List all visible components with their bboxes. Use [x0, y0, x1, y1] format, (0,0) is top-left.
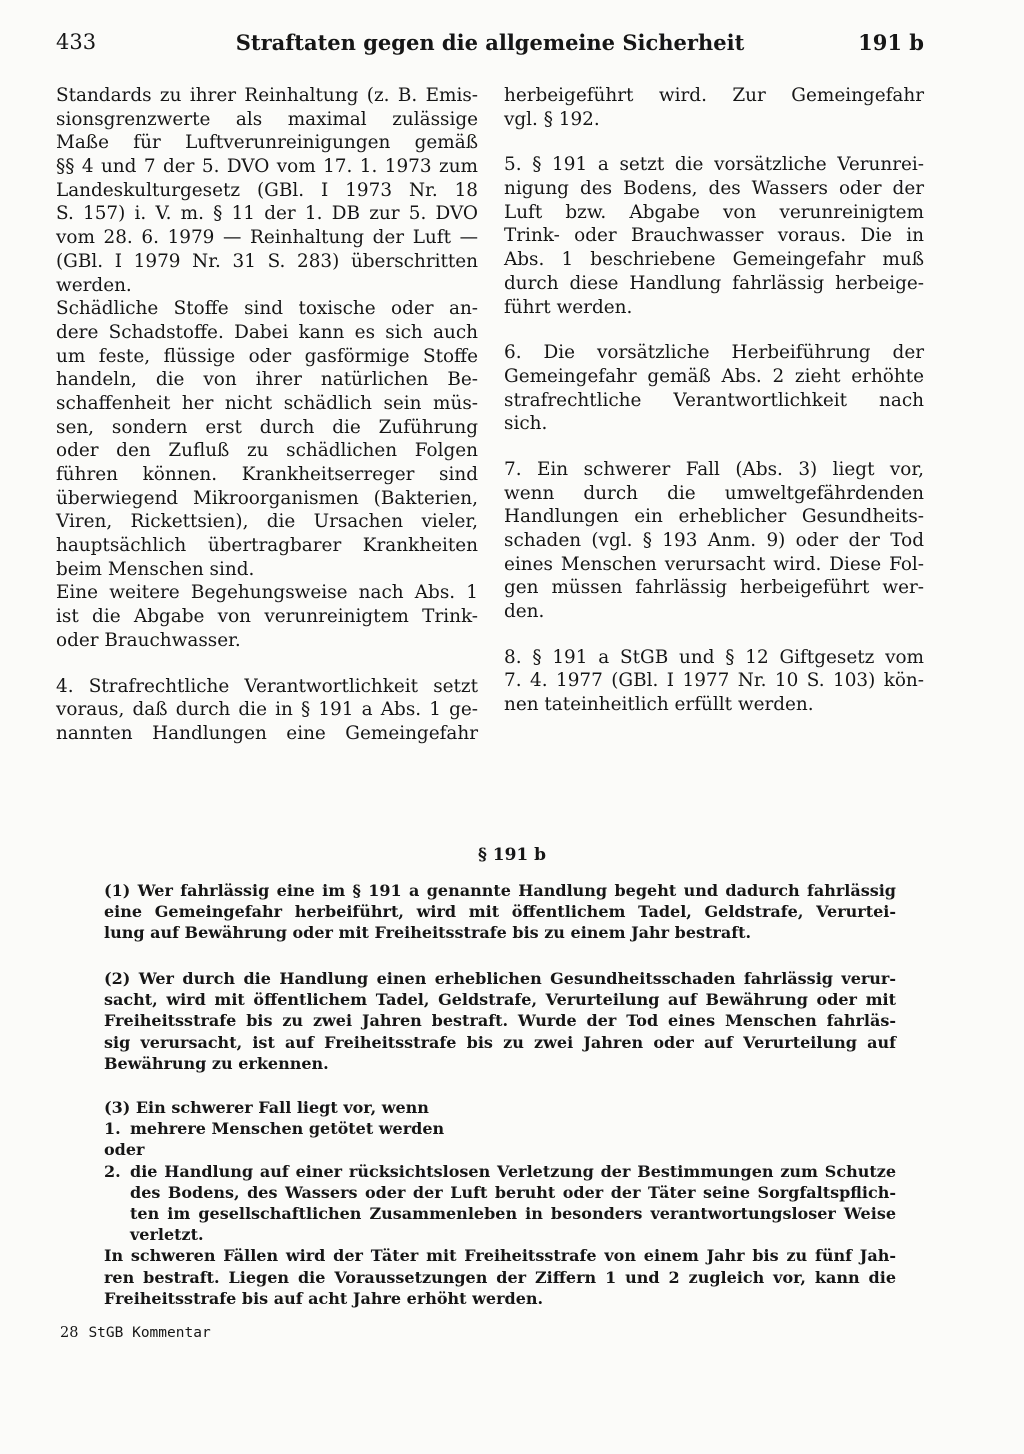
- text-line: wenn durch die umweltgefährdenden: [504, 482, 924, 504]
- text-line: 6. Die vorsätzliche Herbeiführung der: [504, 342, 924, 364]
- text-line: Freiheitsstrafe bis auf acht Jahre erhöht werden.: [104, 1288, 544, 1308]
- text-line: Freiheitsstrafe bis zu zwei Jahren bestraft. Wurde der Tod eines Menschen fahrläs-: [104, 1011, 896, 1031]
- text-line: In schweren Fällen wird der Täter mit Freiheitsstrafe von einem Jahr bis zu fünf Jah-: [104, 1246, 896, 1266]
- law-paragraph-3: [104, 1097, 896, 1309]
- text-line: oder den Zufluß zu schädlichen Folgen: [56, 440, 478, 462]
- text-line: Luft bzw. Abgabe von verunreinigtem: [504, 201, 924, 223]
- text-line: gen müssen fahrlässig herbeigeführt wer-: [504, 577, 924, 599]
- text-line: eines Menschen verursacht wird. Diese Fol-: [504, 553, 924, 575]
- page-footer: [60, 1325, 211, 1341]
- text-line: sig verursacht, ist auf Freiheitsstrafe bis zu zwei Jahren oder auf Verurteilung auf: [104, 1032, 896, 1052]
- law-paragraph-2: [104, 968, 896, 1074]
- running-title: Straftaten gegen die allgemeine Sicherheit: [235, 30, 745, 55]
- text-line: §§ 4 und 7 der 5. DVO vom 17. 1. 1973 zum: [56, 156, 478, 178]
- text-line: Standards zu ihrer Reinhaltung (z. B. Emis-: [56, 85, 478, 106]
- text-line: 5. § 191 a setzt die vorsätzliche Verunrei-: [504, 154, 924, 176]
- text-line: Viren, Rickettsien), die Ursachen vieler,: [56, 511, 478, 533]
- list-item: [104, 1161, 896, 1182]
- text-line: des Bodens, des Wassers oder der Luft beruht oder der Täter seine Sorgfaltspflich-: [130, 1182, 896, 1202]
- text-line: Gemeingefahr gemäß Abs. 2 zieht erhöhte: [504, 365, 924, 387]
- text-line: sen, sondern erst durch die Zuführung: [56, 416, 478, 438]
- text-line: strafrechtliche Verantwortlichkeit nach: [504, 389, 924, 411]
- list-item: [104, 1118, 896, 1139]
- section-reference: 191 b: [858, 30, 924, 55]
- text-line: Eine weitere Begehungsweise nach Abs. 1: [56, 582, 478, 604]
- text-line: schaffenheit her nicht schädlich sein müs-: [56, 392, 478, 414]
- text-line: (2) Wer durch die Handlung einen erheblichen Gesundheitsschaden fahrlässig verur-: [104, 969, 896, 988]
- text-line: Schädliche Stoffe sind toxische oder an-: [56, 298, 478, 320]
- text-line: lung auf Bewährung oder mit Freiheitsstrafe bis zu einem Jahr bestraft.: [104, 923, 752, 943]
- text-line: um feste, flüssige oder gasförmige Stoffe: [56, 345, 478, 367]
- text-line: (1) Wer fahrlässig eine im § 191 a genannte Handlung begeht und dadurch fahrlässig: [104, 881, 896, 900]
- text-line: Landeskulturgesetz (GBl. I 1973 Nr. 18: [56, 179, 478, 201]
- right-column: [504, 84, 924, 717]
- text-line: ten im gesellschaftlichen Zusammenleben in besonders verantwortungsloser Weise: [130, 1203, 896, 1223]
- text-line: Handlungen ein erheblicher Gesundheits-: [504, 506, 924, 528]
- text-line: nannten Handlungen eine Gemeingefahr: [56, 722, 478, 744]
- text-line: nen tateinheitlich erfüllt werden.: [504, 694, 814, 716]
- text-line: hauptsächlich übertragbarer Krankheiten: [56, 535, 478, 557]
- text-line: oder Brauchwasser.: [56, 629, 241, 651]
- text-line: eine Gemeingefahr herbeiführt, wird mit öffentlichem Tadel, Geldstrafe, Verurtei-: [104, 902, 896, 922]
- text-line: sich.: [504, 413, 548, 435]
- text-line: dere Schadstoffe. Dabei kann es sich auch: [56, 321, 478, 343]
- text-line: ist die Abgabe von verunreinigtem Trink-: [56, 606, 478, 628]
- list-number: 2.: [104, 1161, 121, 1181]
- text-line: führt werden.: [504, 296, 633, 318]
- text-line: 7. Ein schwerer Fall (Abs. 3) liegt vor,: [504, 458, 924, 480]
- list-item-text: mehrere Menschen getötet werden: [130, 1119, 445, 1139]
- text-line: Bewährung zu erkennen.: [104, 1053, 329, 1073]
- text-line: vom 28. 6. 1979 — Reinhaltung der Luft —: [56, 227, 478, 249]
- text-line: (3) Ein schwerer Fall liegt vor, wenn: [104, 1098, 429, 1117]
- list-item-text: die Handlung auf einer rücksichtslosen Verletzung der Bestimmungen zum Schutze: [130, 1161, 896, 1181]
- text-line: herbeigeführt wird. Zur Gemeingefahr: [504, 85, 924, 106]
- text-line: ren bestraft. Liegen die Voraussetzungen der Ziffern 1 und 2 zugleich vor, kann die: [104, 1267, 896, 1287]
- text-line: Maße für Luftverunreinigungen gemäß: [56, 132, 478, 154]
- text-line: verletzt.: [130, 1225, 204, 1245]
- text-line: oder: [104, 1140, 145, 1160]
- text-line: S. 157) i. V. m. § 11 der 1. DB zur 5. DVO: [56, 203, 478, 225]
- section-heading: § 191 b: [477, 845, 547, 865]
- text-line: nigung des Bodens, des Wassers oder der: [504, 178, 924, 200]
- text-line: schaden (vgl. § 193 Anm. 9) oder der Tod: [504, 530, 924, 551]
- text-line: den.: [504, 601, 545, 623]
- text-line: Abs. 1 beschriebene Gemeingefahr muß: [504, 249, 924, 271]
- text-line: 8. § 191 a StGB und § 12 Giftgesetz vom: [504, 646, 924, 668]
- text-line: sacht, wird mit öffentlichem Tadel, Geldstrafe, Verurteilung auf Bewährung oder mit: [104, 990, 896, 1010]
- footer-title: StGB Kommentar: [88, 1325, 211, 1341]
- left-column: [56, 84, 478, 746]
- text-line: vgl. § 192.: [504, 108, 600, 130]
- page-number: 433: [56, 30, 97, 54]
- text-line: überwiegend Mikroorganismen (Bakterien,: [56, 487, 478, 509]
- law-paragraph-1: [104, 880, 896, 944]
- text-line: voraus, daß durch die in § 191 a Abs. 1 ge-: [56, 699, 478, 721]
- text-line: 4. Strafrechtliche Verantwortlichkeit setzt: [56, 675, 478, 697]
- text-line: beim Menschen sind.: [56, 558, 255, 580]
- text-line: handeln, die von ihrer natürlichen Be-: [56, 369, 478, 391]
- signature-mark: 28: [60, 1325, 79, 1341]
- list-number: 1.: [104, 1119, 121, 1139]
- text-line: (GBl. I 1979 Nr. 31 S. 283) überschritten: [56, 250, 478, 272]
- text-line: durch diese Handlung fahrlässig herbeige-: [504, 272, 924, 294]
- text-line: führen können. Krankheitserreger sind: [56, 464, 478, 485]
- page-header: [56, 30, 924, 70]
- text-line: sionsgrenzwerte als maximal zulässige: [56, 108, 478, 130]
- text-line: 7. 4. 1977 (GBl. I 1977 Nr. 10 S. 103) kön-: [504, 670, 924, 692]
- text-line: Trink- oder Brauchwasser voraus. Die in: [504, 225, 924, 247]
- text-line: werden.: [56, 274, 132, 296]
